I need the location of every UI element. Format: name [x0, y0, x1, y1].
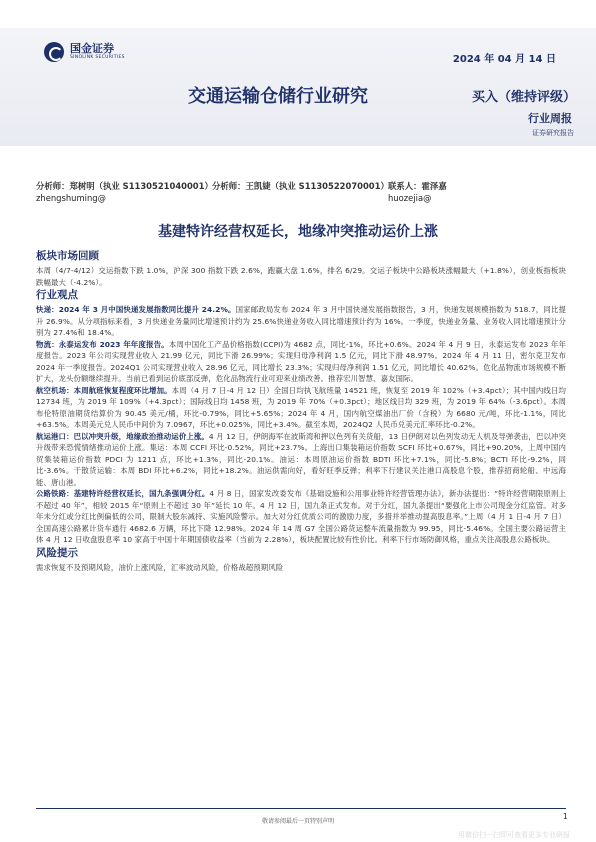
footer-disclaimer: 敬请参阅最后一页特别声明 — [261, 818, 334, 825]
aviation-lead: 航空机场：本周航班恢复程度环比增加。 — [36, 385, 172, 395]
department-label: 证券研究报告 — [532, 129, 574, 137]
page-number: 1 — [562, 812, 568, 821]
shipping-lead: 航运港口：巴以冲突升级，地缘政治推动运价上涨。 — [36, 431, 209, 441]
analyst-info — [36, 180, 576, 204]
section-risk-warning: 风险提示 — [36, 546, 78, 559]
logistics-text: 本周中国化工产品价格指数(CCPI)为 4682 点，同比-1%，环比+0.6%。2024 年 4 月 9 日，永泰运发布 2023 年年度报告。2023 年公司实现营业收入 21.99 亿元，同比下滑 26.99%；实现归母净利润 1.5 亿元，同比下滑 48.97%。2024 年 4 月 11 日，密尔克卫发布 2024 年一季度报告。2024Q1 公司实现营业收入 28.96 亿元，同比增长 23.3%；实现归母净利润 1.51 亿元，同比增长 40.62%。危化品物流市场规模不断扩大，龙头份额继续提升。当前已看到运价底部反弹，危化品物流行业可迎来业绩改善。推荐宏川智慧、嘉友国际。 — [36, 339, 566, 383]
section-industry-view: 行业观点 — [36, 289, 78, 301]
analyst-2-email — [212, 192, 388, 204]
report-title: 交通运输仓储行业研究 — [188, 86, 368, 107]
logo-cn-text: 国金证券 — [70, 42, 114, 55]
company-logo — [44, 42, 125, 62]
footer-divider — [36, 808, 566, 809]
aviation-text: 本周（4 月 7 日-4 月 12 日）全国日均执飞航班量 14521 班，恢复至 2019 年 102%（+3.4pct）；其中国内线日均 12734 班，为 2019 年 109%（+4.3pct）；国际线日均 1458 班，为 2019 年 70%（+0.3pct）；地区线日均 329 班，为 2019 年 64%（-3.6pct）。本周布伦特原油期货结算价为 90.45 美元/桶，环比-0.79%，同比+5.65%；2024 年 4 月，国内航空煤油出厂价（含税）为 6680 元/吨，环比-1.1%，同比+63.5%。本周美元兑人民币中间价为 7.0967，环比+0.025%，同比+3.4%。截至本周，2024Q2 人民币兑美元汇率环比-0.2%。 — [36, 385, 566, 429]
highway-lead: 公路铁路：基建特许经营权延长，国九条强调分红。 — [36, 489, 210, 498]
analyst-1-email[interactable]: zhengshuming@ — [36, 193, 106, 203]
analyst-1: 分析师：郑树明（执业 S1130521040001） — [36, 181, 213, 191]
risk-text: 需求恢复不及预期风险，油价上涨风险，汇率波动风险，价格战超预期风险 — [36, 562, 284, 572]
logo-en-text: SINOLINK SECURITIES — [70, 55, 125, 60]
highway-text: 4 月 8 日，国家发改委发布《基础设施和公用事业特许经营管理办法》，新办法提出：“特许经营期限原则上不超过 40 年”，相较 2015 年“原则上不超过 30 年”延长 10 年。4 月 12 日，国九条正式发布。对于分红，国九条提出“要强化上市公司现金分红监管。对多年未分红或分红比例偏低的公司，限制大股东减持、实施风险警示。加大对分红优质公司的激励力度，多措并举推动提高股息率。”上周（4 月 1 日-4 月 7 日）全国高速公路累计货车通行 4682.6 万辆，环比下降 12.98%。2024 年 14 周 G7 全国公路货运整车流量指数为 99.95，同比-5.46%。全国主要公路运营主体 4 月 12 日收盘股息率 10 家高于中国十年期国债收益率（当前为 2.28%），板块配置比较有性价比。利率下行市场防御风格，重点关注高股息公路板块。 — [36, 489, 566, 544]
report-body — [36, 250, 566, 573]
contact-person: 联系人：霍泽嘉 — [388, 181, 447, 191]
section-market-review: 板块市场回顾 — [36, 250, 99, 262]
sinolink-logo-icon — [44, 42, 64, 62]
shipping-paragraph — [36, 431, 566, 489]
rating-label: 买入（维持评级） — [471, 90, 576, 105]
analyst-2: 分析师：王凯婕（执业 S1130522070001） — [212, 181, 389, 191]
highway-paragraph — [36, 488, 566, 546]
logistics-lead: 物流：永泰运发布 2023 年年度报告。 — [36, 339, 169, 349]
watermark-text: 用微信扫一扫即可查看更多专业研报 — [458, 831, 570, 839]
shipping-text: 4 月 12 日，伊朗海军在波斯湾和押以色列有关货船，13 日伊朗对以色列发动无人机及导弹袭击，巴以冲突升级带来恐慌情绪推动运价上涨。集运：本周 CCFI 环比-0.52%，同比+23.7%。上海出口集装箱运价指数 SCFI 环比+0.67%，同比+90.20%，上周中国内贸集装箱运价指数 PDCI 为 1211 点，环比+1.3%，同比-20.1%。油运：本周原油运价指数 BDTI 环比+7.1%，同比-5.8%；BCTI 环比-9.2%，同比-3.6%。干散货运输：本周 BDI 环比+6.2%，同比+18.2%。油运供需向好，看好旺季反弹；利率下行建议关注港口高股息个股，推荐招商轮船、中远海能、唐山港。 — [36, 431, 566, 487]
express-lead: 快递：2024 年 3 月中国快递发展指数同比提升 24.2%。 — [36, 305, 236, 314]
report-date: 2024 年 04 月 14 日 — [452, 54, 556, 65]
aviation-paragraph — [36, 385, 566, 431]
report-type: 行业周报 — [528, 112, 572, 125]
logistics-paragraph — [36, 339, 566, 385]
express-paragraph — [36, 304, 566, 339]
market-review-text: 本周（4/7-4/12）交运指数下跌 1.0%，沪深 300 指数下跌 2.6%，跑赢大盘 1.6%，排名 6/29。交运子板块中公路板块涨幅最大（+1.8%），创业板指板块跌幅最大（-4.2%）。 — [36, 266, 566, 287]
contact-email[interactable]: huozejia@ — [388, 193, 432, 203]
main-headline: 基建特许经营权延长，地缘冲突推动运价上涨 — [158, 224, 438, 240]
express-text: 国家邮政局发布 2024 年 3 月中国快递发展指数报告，3 月，快递发展规模指数为 518.7，同比提升 26.9%。从分项指标来看，3 月快递业务量同比增速预计约为 25.6%快递业务收入同比增速预计约为 16%。一季度，快递业务量、业务收入同比增速预计分别为 27.4%和 18.4%。 — [36, 305, 566, 337]
